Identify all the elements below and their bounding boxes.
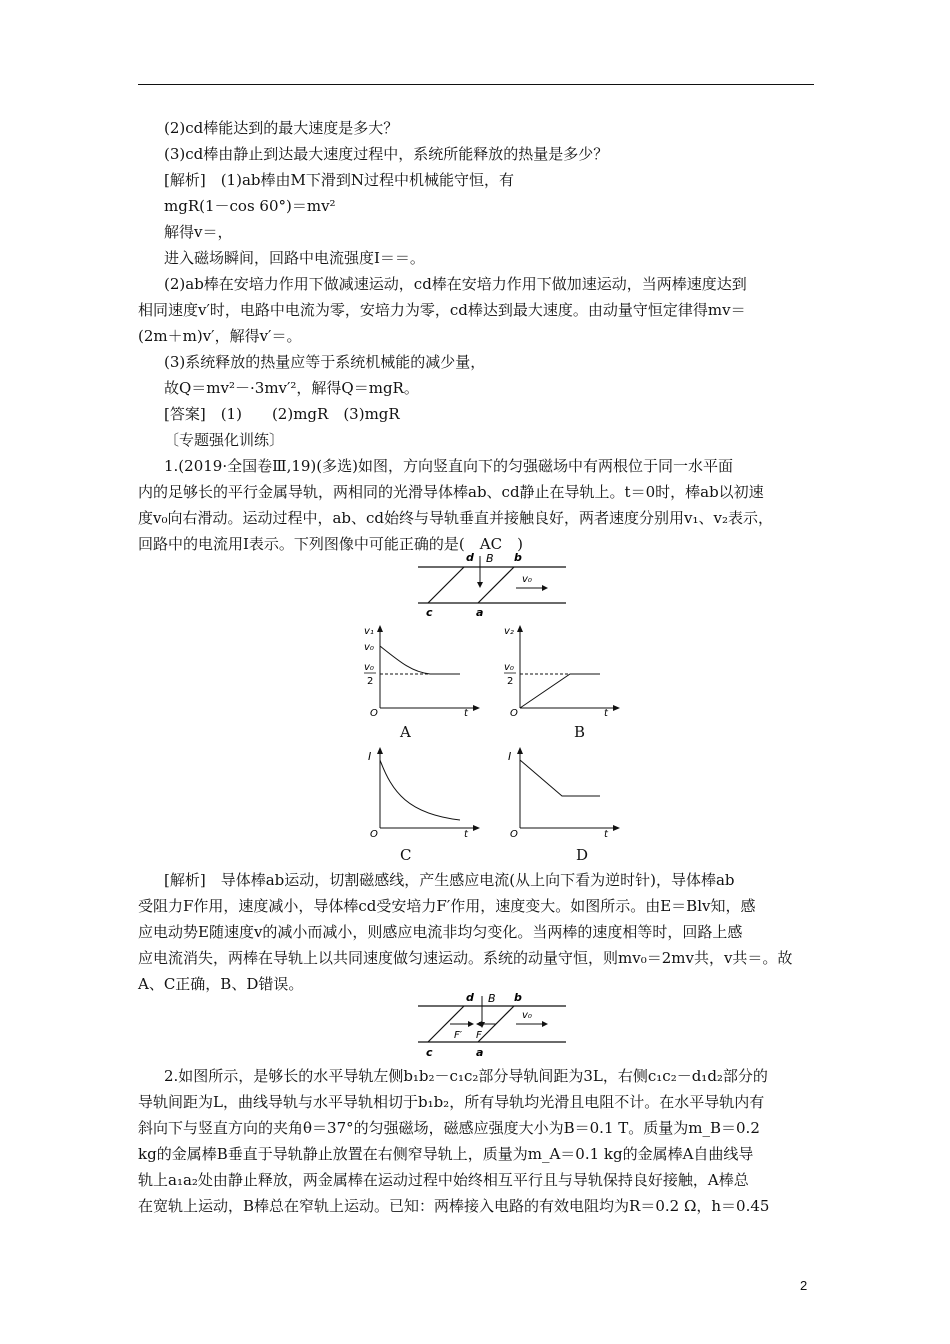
problem-1-line-1: 1.(2019·全国卷Ⅲ,19)(多选)如图，方向竖直向下的匀强磁场中有两根位于同一水平面 — [164, 457, 733, 475]
label-a: a — [476, 606, 484, 619]
answer-line: [答案] (1) (2)mgR (3)mgR — [164, 405, 400, 423]
solution-velocity: 解得v＝， — [164, 223, 233, 241]
explanation-line-3: 应电动势E随速度v的减小而减小，则感应电流非均匀变化。当两棒的速度相等时，回路上感 — [138, 923, 743, 941]
label-F: F — [476, 1030, 482, 1041]
problem-1-line-2: 内的足够长的平行金属导轨，两相同的光滑导体棒ab、cd静止在导轨上。t＝0时，棒ab以初速 — [138, 483, 764, 501]
problem-1-line-4: 回路中的电流用I表示。下列图像中可能正确的是( AC ) — [138, 535, 523, 553]
label-d: d — [466, 991, 474, 1004]
axis-label-t: t — [464, 829, 468, 840]
problem-2-line-4: kg的金属棒B垂直于导轨静止放置在右侧窄导轨上，质量为m_A＝0.1 kg的金属棒A自曲线导 — [138, 1145, 754, 1163]
solution-part-3-b: 故Q＝mv²－·3mv′²，解得Q＝mgR。 — [164, 379, 419, 397]
question-part-2: (2)cd棒能达到的最大速度是多大？ — [164, 119, 399, 137]
tick-v0-half: v₀ — [504, 662, 514, 673]
equation-energy: mgR(1－cos 60°)＝mv² — [164, 197, 336, 215]
origin: O — [510, 708, 518, 719]
axis-label-I: I — [368, 750, 372, 763]
header-rule — [138, 84, 814, 85]
label-B: B — [486, 552, 494, 565]
problem-1-line-3: 度v₀向右滑动。运动过程中，ab、cd始终与导轨垂直并接触良好，两者速度分别用v₁、v₂表示， — [138, 509, 774, 527]
explanation-line-2: 受阻力F作用，速度减小，导体棒cd受安培力F′作用，速度变大。如图所示。由E＝Blv知，感 — [138, 897, 756, 915]
graph-c — [360, 742, 485, 842]
section-heading: 〔专题强化训练〕 — [164, 431, 285, 449]
page-number: 2 — [800, 1278, 808, 1293]
rails-force-figure — [412, 990, 572, 1060]
explanation-line-5: A、C正确，B、D错误。 — [138, 975, 304, 993]
caption-a: A — [400, 723, 411, 741]
problem-2-line-5: 轨上a₁a₂处由静止释放，两金属棒在运动过程中始终相互平行且与导轨保持良好接触，A棒总 — [138, 1171, 749, 1189]
label-v0: v₀ — [522, 574, 532, 585]
tick-two: 2 — [367, 676, 374, 687]
origin: O — [510, 829, 518, 840]
graph-d — [500, 742, 625, 842]
axis-label-v2: v₂ — [504, 626, 514, 637]
label-B: B — [488, 992, 496, 1005]
tick-v0: v₀ — [364, 642, 374, 653]
axis-label-t: t — [604, 708, 608, 719]
solution-part-3-a: (3)系统释放的热量应等于系统机械能的减少量， — [164, 353, 486, 371]
axis-label-I: I — [508, 750, 512, 763]
label-b: b — [514, 991, 522, 1004]
graph-a — [360, 620, 485, 720]
axis-label-v1: v₁ — [364, 626, 374, 637]
label-F-prime: F′ — [454, 1030, 463, 1041]
question-part-3: (3)cd棒由静止到达最大速度过程中，系统所能释放的热量是多少？ — [164, 145, 609, 163]
caption-b: B — [574, 723, 586, 741]
explanation-line-1: [解析] 导体棒ab运动，切割磁感线，产生感应电流(从上向下看为逆时针)，导体棒ab — [164, 871, 735, 889]
problem-2-line-6: 在宽轨上运动，B棒总在窄轨上运动。已知：两棒接入电路的有效电阻均为R＝0.2 Ω，h＝0.45 — [138, 1197, 770, 1215]
tick-v0-half: v₀ — [364, 662, 374, 673]
solution-part-2-a: (2)ab棒在安培力作用下做减速运动，cd棒在安培力作用下做加速运动，当两棒速度达到 — [164, 275, 747, 293]
explanation-line-4: 应电流消失，两棒在导轨上以共同速度做匀速运动。系统的动量守恒，则mv₀＝2mv共，v共＝。故 — [138, 949, 793, 967]
origin: O — [370, 829, 378, 840]
graph-b — [500, 620, 625, 720]
axis-label-t: t — [604, 829, 608, 840]
solution-start: [解析] (1)ab棒由M下滑到N过程中机械能守恒，有 — [164, 171, 514, 189]
problem-2-line-3: 斜向下与竖直方向的夹角θ＝37°的匀强磁场，磁感应强度大小为B＝0.1 T。质量为m_B＝0.2 — [138, 1119, 760, 1137]
label-c: c — [426, 606, 433, 619]
solution-current: 进入磁场瞬间，回路中电流强度I＝＝。 — [164, 249, 425, 267]
label-c: c — [426, 1046, 433, 1059]
label-b: b — [514, 551, 522, 564]
tick-two: 2 — [507, 676, 514, 687]
solution-part-2-b: 相同速度v′时，电路中电流为零，安培力为零，cd棒达到最大速度。由动量守恒定律得mv＝ — [138, 301, 746, 319]
label-a: a — [476, 1046, 484, 1059]
caption-d: D — [576, 846, 589, 864]
solution-part-2-c: (2m＋m)v′，解得v′＝。 — [138, 327, 302, 345]
rails-figure — [412, 550, 572, 620]
label-d: d — [466, 551, 474, 564]
problem-2-line-2: 导轨间距为L，曲线导轨与水平导轨相切于b₁b₂，所有导轨均光滑且电阻不计。在水平导轨内有 — [138, 1093, 765, 1111]
caption-c: C — [400, 846, 412, 864]
problem-2-line-1: 2.如图所示，是够长的水平导轨左侧b₁b₂－c₁c₂部分导轨间距为3L，右侧c₁c₂－d₁d₂部分的 — [164, 1067, 768, 1085]
axis-label-t: t — [464, 708, 468, 719]
label-v0: v₀ — [522, 1010, 532, 1021]
origin: O — [370, 708, 378, 719]
